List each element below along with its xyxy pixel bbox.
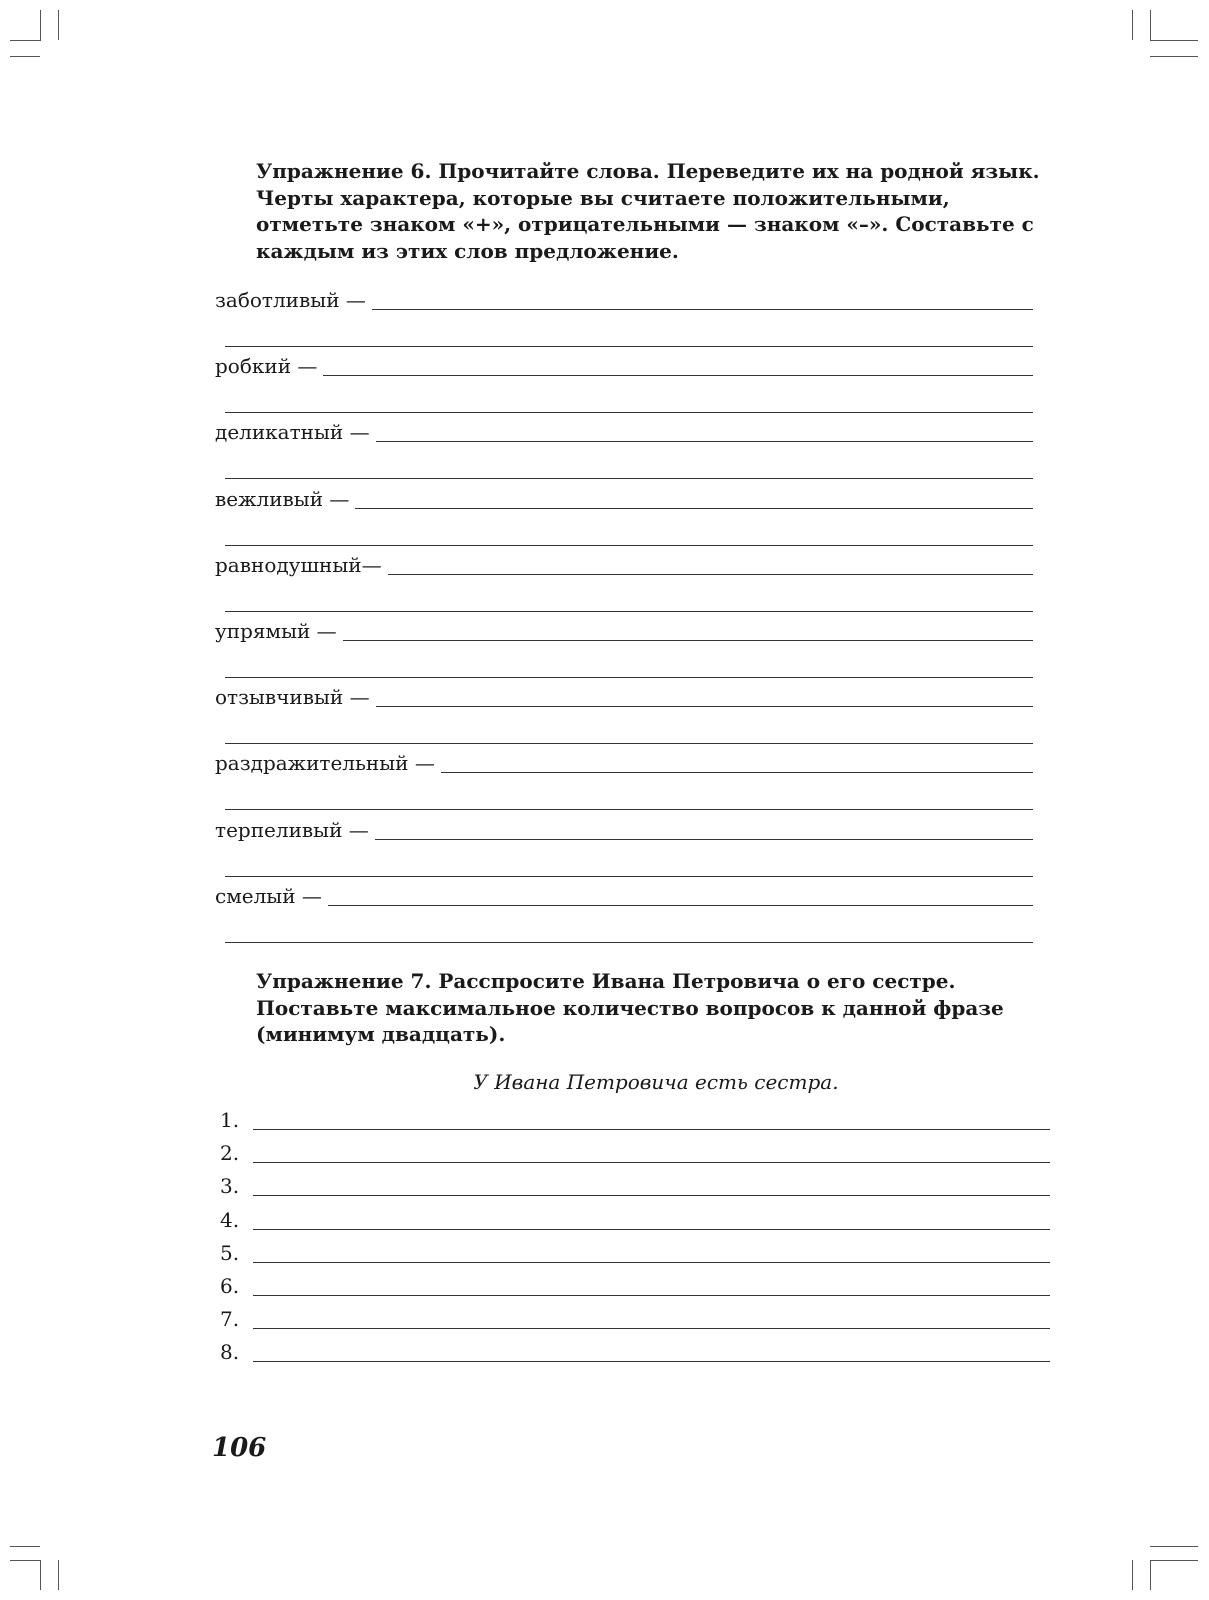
word-answer-row[interactable]	[215, 351, 1033, 381]
word-answer-row[interactable]	[215, 682, 1033, 712]
word-answer-row[interactable]	[215, 616, 1033, 646]
answer-line[interactable]	[253, 1229, 1050, 1230]
sentence-line[interactable]	[225, 809, 1033, 810]
word-label: упрямый —	[215, 620, 343, 642]
sentence-line[interactable]	[225, 677, 1033, 678]
question-number: 7.	[220, 1307, 240, 1332]
sentence-line[interactable]	[225, 611, 1033, 612]
question-row[interactable]	[220, 1107, 1050, 1133]
question-row[interactable]	[220, 1173, 1050, 1199]
answer-line[interactable]	[215, 375, 1033, 376]
answer-line[interactable]	[253, 1162, 1050, 1163]
answer-line[interactable]	[253, 1295, 1050, 1296]
word-label: равнодушный—	[215, 554, 388, 576]
word-answer-row[interactable]	[215, 285, 1033, 315]
question-number: 2.	[220, 1141, 240, 1166]
exercise-7-phrase: У Ивана Петровича есть сестра.	[473, 1070, 839, 1094]
question-number: 4.	[220, 1207, 240, 1232]
answer-line[interactable]	[253, 1129, 1050, 1130]
question-row[interactable]	[220, 1240, 1050, 1266]
word-answer-row[interactable]	[215, 748, 1033, 778]
answer-line[interactable]	[215, 905, 1033, 906]
exercise-7-heading: Упражнение 7. Расспросите Ивана Петровича о его сестре. Поставьте максимальное количество вопросов к данной фразе (минимум двадцать).	[256, 969, 1004, 1046]
page-number: 106	[212, 1433, 267, 1463]
question-row[interactable]	[220, 1273, 1050, 1299]
sentence-line[interactable]	[225, 942, 1033, 943]
answer-line[interactable]	[253, 1195, 1050, 1196]
word-answer-row[interactable]	[215, 484, 1033, 514]
word-label: раздражительный —	[215, 752, 441, 774]
answer-line[interactable]	[253, 1361, 1050, 1362]
word-label: вежливый —	[215, 488, 355, 510]
question-number: 3.	[220, 1174, 240, 1199]
answer-line[interactable]	[253, 1262, 1050, 1263]
question-number: 8.	[220, 1340, 240, 1365]
question-row[interactable]	[220, 1306, 1050, 1332]
word-answer-row[interactable]	[215, 550, 1033, 580]
question-number: 5.	[220, 1240, 240, 1265]
sentence-line[interactable]	[225, 876, 1033, 877]
sentence-line[interactable]	[225, 412, 1033, 413]
sentence-line[interactable]	[225, 346, 1033, 347]
question-number: 6.	[220, 1274, 240, 1298]
word-label: робкий —	[215, 355, 323, 377]
sentence-line[interactable]	[225, 478, 1033, 479]
question-row[interactable]	[220, 1140, 1050, 1166]
answer-line[interactable]	[253, 1328, 1050, 1329]
word-answer-row[interactable]	[215, 417, 1033, 447]
word-label: смелый —	[215, 885, 328, 907]
word-label: терпеливый —	[215, 819, 375, 841]
word-label: деликатный —	[215, 421, 376, 443]
question-row[interactable]	[220, 1339, 1050, 1365]
sentence-line[interactable]	[225, 545, 1033, 546]
question-number: 1.	[220, 1108, 240, 1132]
word-answer-row[interactable]	[215, 815, 1033, 845]
question-row[interactable]	[220, 1207, 1050, 1233]
sentence-line[interactable]	[225, 743, 1033, 744]
exercise-6-heading: Упражнение 6. Прочитайте слова. Переведите их на родной язык. Черты характера, которые вы считаете положительными, отметьте знаком «+», отрицательными — знаком «–». Составьте с каждым из этих слов предложение.	[256, 159, 1040, 263]
word-label: заботливый —	[215, 289, 372, 311]
word-label: отзывчивый —	[215, 686, 376, 708]
word-answer-row[interactable]	[215, 881, 1033, 911]
